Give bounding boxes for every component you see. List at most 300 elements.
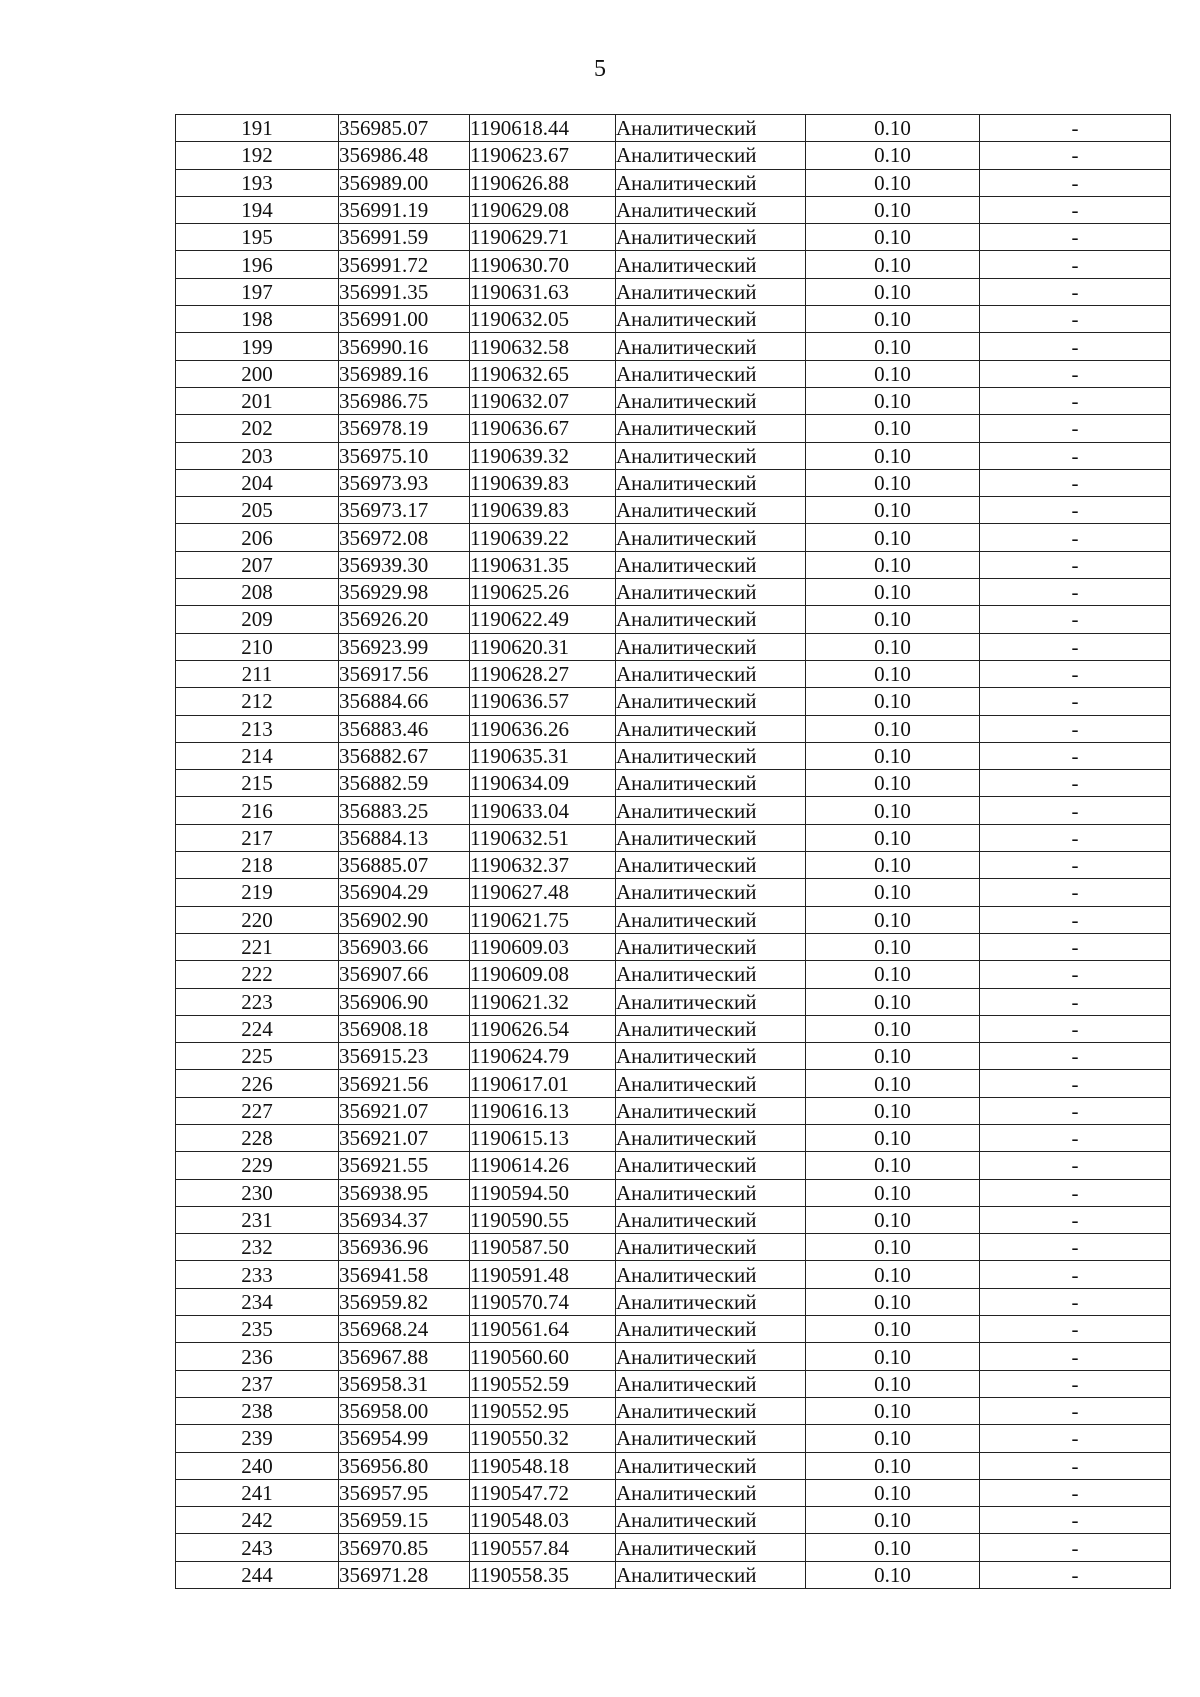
coordinates-table-body xyxy=(176,115,1171,1589)
note-cell: - xyxy=(980,306,1171,333)
method-cell: Аналитический xyxy=(616,1370,806,1397)
method-cell: Аналитический xyxy=(616,742,806,769)
note-cell: - xyxy=(980,1261,1171,1288)
point-number-cell: 223 xyxy=(176,988,339,1015)
x-coordinate-cell: 356991.19 xyxy=(339,196,470,223)
point-number-cell: 214 xyxy=(176,742,339,769)
precision-cell: 0.10 xyxy=(806,742,980,769)
note-cell: - xyxy=(980,961,1171,988)
x-coordinate-cell: 356967.88 xyxy=(339,1343,470,1370)
precision-cell: 0.10 xyxy=(806,906,980,933)
precision-cell: 0.10 xyxy=(806,1234,980,1261)
table-row xyxy=(176,1534,1171,1561)
precision-cell: 0.10 xyxy=(806,415,980,442)
precision-cell: 0.10 xyxy=(806,1261,980,1288)
precision-cell: 0.10 xyxy=(806,1479,980,1506)
note-cell: - xyxy=(980,988,1171,1015)
y-coordinate-cell: 1190591.48 xyxy=(470,1261,616,1288)
x-coordinate-cell: 356978.19 xyxy=(339,415,470,442)
method-cell: Аналитический xyxy=(616,360,806,387)
point-number-cell: 192 xyxy=(176,142,339,169)
method-cell: Аналитический xyxy=(616,1097,806,1124)
point-number-cell: 209 xyxy=(176,606,339,633)
y-coordinate-cell: 1190626.88 xyxy=(470,169,616,196)
x-coordinate-cell: 356986.48 xyxy=(339,142,470,169)
table-row xyxy=(176,660,1171,687)
y-coordinate-cell: 1190628.27 xyxy=(470,660,616,687)
point-number-cell: 229 xyxy=(176,1152,339,1179)
precision-cell: 0.10 xyxy=(806,278,980,305)
y-coordinate-cell: 1190570.74 xyxy=(470,1288,616,1315)
point-number-cell: 233 xyxy=(176,1261,339,1288)
precision-cell: 0.10 xyxy=(806,1316,980,1343)
y-coordinate-cell: 1190548.18 xyxy=(470,1452,616,1479)
note-cell: - xyxy=(980,1316,1171,1343)
x-coordinate-cell: 356921.07 xyxy=(339,1097,470,1124)
point-number-cell: 217 xyxy=(176,824,339,851)
point-number-cell: 196 xyxy=(176,251,339,278)
note-cell: - xyxy=(980,1343,1171,1370)
y-coordinate-cell: 1190609.08 xyxy=(470,961,616,988)
precision-cell: 0.10 xyxy=(806,115,980,142)
y-coordinate-cell: 1190632.51 xyxy=(470,824,616,851)
note-cell: - xyxy=(980,933,1171,960)
method-cell: Аналитический xyxy=(616,1043,806,1070)
note-cell: - xyxy=(980,1507,1171,1534)
note-cell: - xyxy=(980,1452,1171,1479)
note-cell: - xyxy=(980,606,1171,633)
point-number-cell: 228 xyxy=(176,1124,339,1151)
x-coordinate-cell: 356936.96 xyxy=(339,1234,470,1261)
note-cell: - xyxy=(980,1043,1171,1070)
table-row xyxy=(176,988,1171,1015)
precision-cell: 0.10 xyxy=(806,142,980,169)
table-row xyxy=(176,142,1171,169)
x-coordinate-cell: 356882.67 xyxy=(339,742,470,769)
point-number-cell: 195 xyxy=(176,224,339,251)
method-cell: Аналитический xyxy=(616,387,806,414)
precision-cell: 0.10 xyxy=(806,469,980,496)
table-row xyxy=(176,442,1171,469)
table-row xyxy=(176,852,1171,879)
y-coordinate-cell: 1190547.72 xyxy=(470,1479,616,1506)
y-coordinate-cell: 1190614.26 xyxy=(470,1152,616,1179)
table-row xyxy=(176,1397,1171,1424)
point-number-cell: 243 xyxy=(176,1534,339,1561)
x-coordinate-cell: 356991.59 xyxy=(339,224,470,251)
method-cell: Аналитический xyxy=(616,1261,806,1288)
method-cell: Аналитический xyxy=(616,551,806,578)
x-coordinate-cell: 356989.00 xyxy=(339,169,470,196)
x-coordinate-cell: 356975.10 xyxy=(339,442,470,469)
note-cell: - xyxy=(980,169,1171,196)
method-cell: Аналитический xyxy=(616,660,806,687)
y-coordinate-cell: 1190616.13 xyxy=(470,1097,616,1124)
method-cell: Аналитический xyxy=(616,251,806,278)
method-cell: Аналитический xyxy=(616,906,806,933)
x-coordinate-cell: 356921.56 xyxy=(339,1070,470,1097)
precision-cell: 0.10 xyxy=(806,1534,980,1561)
note-cell: - xyxy=(980,1152,1171,1179)
method-cell: Аналитический xyxy=(616,1397,806,1424)
note-cell: - xyxy=(980,1425,1171,1452)
note-cell: - xyxy=(980,442,1171,469)
method-cell: Аналитический xyxy=(616,497,806,524)
note-cell: - xyxy=(980,278,1171,305)
y-coordinate-cell: 1190630.70 xyxy=(470,251,616,278)
table-row xyxy=(176,224,1171,251)
x-coordinate-cell: 356934.37 xyxy=(339,1206,470,1233)
point-number-cell: 199 xyxy=(176,333,339,360)
note-cell: - xyxy=(980,824,1171,851)
method-cell: Аналитический xyxy=(616,1479,806,1506)
note-cell: - xyxy=(980,660,1171,687)
x-coordinate-cell: 356917.56 xyxy=(339,660,470,687)
precision-cell: 0.10 xyxy=(806,1561,980,1588)
precision-cell: 0.10 xyxy=(806,1206,980,1233)
y-coordinate-cell: 1190617.01 xyxy=(470,1070,616,1097)
x-coordinate-cell: 356883.46 xyxy=(339,715,470,742)
point-number-cell: 212 xyxy=(176,688,339,715)
y-coordinate-cell: 1190620.31 xyxy=(470,633,616,660)
note-cell: - xyxy=(980,1179,1171,1206)
precision-cell: 0.10 xyxy=(806,1397,980,1424)
precision-cell: 0.10 xyxy=(806,1015,980,1042)
point-number-cell: 198 xyxy=(176,306,339,333)
point-number-cell: 200 xyxy=(176,360,339,387)
note-cell: - xyxy=(980,688,1171,715)
x-coordinate-cell: 356938.95 xyxy=(339,1179,470,1206)
method-cell: Аналитический xyxy=(616,1452,806,1479)
x-coordinate-cell: 356991.00 xyxy=(339,306,470,333)
table-row xyxy=(176,360,1171,387)
precision-cell: 0.10 xyxy=(806,1507,980,1534)
table-row xyxy=(176,524,1171,551)
y-coordinate-cell: 1190629.71 xyxy=(470,224,616,251)
x-coordinate-cell: 356990.16 xyxy=(339,333,470,360)
table-row xyxy=(176,742,1171,769)
y-coordinate-cell: 1190560.60 xyxy=(470,1343,616,1370)
point-number-cell: 219 xyxy=(176,879,339,906)
method-cell: Аналитический xyxy=(616,415,806,442)
table-row xyxy=(176,115,1171,142)
point-number-cell: 215 xyxy=(176,770,339,797)
note-cell: - xyxy=(980,387,1171,414)
note-cell: - xyxy=(980,196,1171,223)
y-coordinate-cell: 1190615.13 xyxy=(470,1124,616,1151)
table-row xyxy=(176,1316,1171,1343)
table-row xyxy=(176,715,1171,742)
point-number-cell: 225 xyxy=(176,1043,339,1070)
precision-cell: 0.10 xyxy=(806,879,980,906)
table-row xyxy=(176,1124,1171,1151)
precision-cell: 0.10 xyxy=(806,251,980,278)
point-number-cell: 237 xyxy=(176,1370,339,1397)
precision-cell: 0.10 xyxy=(806,333,980,360)
precision-cell: 0.10 xyxy=(806,1425,980,1452)
table-row xyxy=(176,579,1171,606)
table-row xyxy=(176,1179,1171,1206)
y-coordinate-cell: 1190639.83 xyxy=(470,497,616,524)
x-coordinate-cell: 356958.00 xyxy=(339,1397,470,1424)
precision-cell: 0.10 xyxy=(806,1070,980,1097)
method-cell: Аналитический xyxy=(616,988,806,1015)
note-cell: - xyxy=(980,360,1171,387)
method-cell: Аналитический xyxy=(616,1288,806,1315)
note-cell: - xyxy=(980,797,1171,824)
method-cell: Аналитический xyxy=(616,824,806,851)
method-cell: Аналитический xyxy=(616,196,806,223)
note-cell: - xyxy=(980,1397,1171,1424)
method-cell: Аналитический xyxy=(616,442,806,469)
x-coordinate-cell: 356973.17 xyxy=(339,497,470,524)
point-number-cell: 238 xyxy=(176,1397,339,1424)
y-coordinate-cell: 1190631.35 xyxy=(470,551,616,578)
method-cell: Аналитический xyxy=(616,1015,806,1042)
method-cell: Аналитический xyxy=(616,797,806,824)
note-cell: - xyxy=(980,742,1171,769)
method-cell: Аналитический xyxy=(616,852,806,879)
point-number-cell: 242 xyxy=(176,1507,339,1534)
x-coordinate-cell: 356904.29 xyxy=(339,879,470,906)
table-row xyxy=(176,824,1171,851)
x-coordinate-cell: 356959.15 xyxy=(339,1507,470,1534)
table-row xyxy=(176,1288,1171,1315)
y-coordinate-cell: 1190557.84 xyxy=(470,1534,616,1561)
precision-cell: 0.10 xyxy=(806,660,980,687)
x-coordinate-cell: 356915.23 xyxy=(339,1043,470,1070)
note-cell: - xyxy=(980,852,1171,879)
x-coordinate-cell: 356971.28 xyxy=(339,1561,470,1588)
y-coordinate-cell: 1190561.64 xyxy=(470,1316,616,1343)
point-number-cell: 226 xyxy=(176,1070,339,1097)
table-row xyxy=(176,879,1171,906)
precision-cell: 0.10 xyxy=(806,1370,980,1397)
note-cell: - xyxy=(980,524,1171,551)
point-number-cell: 241 xyxy=(176,1479,339,1506)
note-cell: - xyxy=(980,115,1171,142)
point-number-cell: 227 xyxy=(176,1097,339,1124)
precision-cell: 0.10 xyxy=(806,770,980,797)
y-coordinate-cell: 1190594.50 xyxy=(470,1179,616,1206)
method-cell: Аналитический xyxy=(616,278,806,305)
note-cell: - xyxy=(980,1015,1171,1042)
y-coordinate-cell: 1190552.95 xyxy=(470,1397,616,1424)
table-row xyxy=(176,606,1171,633)
note-cell: - xyxy=(980,142,1171,169)
precision-cell: 0.10 xyxy=(806,1288,980,1315)
x-coordinate-cell: 356906.90 xyxy=(339,988,470,1015)
table-row xyxy=(176,1479,1171,1506)
method-cell: Аналитический xyxy=(616,1507,806,1534)
table-row xyxy=(176,415,1171,442)
note-cell: - xyxy=(980,1234,1171,1261)
point-number-cell: 206 xyxy=(176,524,339,551)
y-coordinate-cell: 1190626.54 xyxy=(470,1015,616,1042)
x-coordinate-cell: 356989.16 xyxy=(339,360,470,387)
y-coordinate-cell: 1190636.26 xyxy=(470,715,616,742)
precision-cell: 0.10 xyxy=(806,1179,980,1206)
y-coordinate-cell: 1190636.57 xyxy=(470,688,616,715)
point-number-cell: 232 xyxy=(176,1234,339,1261)
y-coordinate-cell: 1190632.37 xyxy=(470,852,616,879)
point-number-cell: 235 xyxy=(176,1316,339,1343)
x-coordinate-cell: 356884.13 xyxy=(339,824,470,851)
x-coordinate-cell: 356973.93 xyxy=(339,469,470,496)
table-row xyxy=(176,278,1171,305)
precision-cell: 0.10 xyxy=(806,606,980,633)
method-cell: Аналитический xyxy=(616,633,806,660)
table-row xyxy=(176,169,1171,196)
precision-cell: 0.10 xyxy=(806,1097,980,1124)
precision-cell: 0.10 xyxy=(806,360,980,387)
table-row xyxy=(176,1507,1171,1534)
table-row xyxy=(176,770,1171,797)
point-number-cell: 218 xyxy=(176,852,339,879)
table-row xyxy=(176,688,1171,715)
table-row xyxy=(176,1070,1171,1097)
point-number-cell: 216 xyxy=(176,797,339,824)
x-coordinate-cell: 356884.66 xyxy=(339,688,470,715)
method-cell: Аналитический xyxy=(616,879,806,906)
table-row xyxy=(176,1043,1171,1070)
y-coordinate-cell: 1190621.32 xyxy=(470,988,616,1015)
y-coordinate-cell: 1190639.32 xyxy=(470,442,616,469)
x-coordinate-cell: 356902.90 xyxy=(339,906,470,933)
method-cell: Аналитический xyxy=(616,306,806,333)
precision-cell: 0.10 xyxy=(806,442,980,469)
point-number-cell: 236 xyxy=(176,1343,339,1370)
method-cell: Аналитический xyxy=(616,1316,806,1343)
table-row xyxy=(176,933,1171,960)
y-coordinate-cell: 1190548.03 xyxy=(470,1507,616,1534)
y-coordinate-cell: 1190639.83 xyxy=(470,469,616,496)
note-cell: - xyxy=(980,906,1171,933)
x-coordinate-cell: 356970.85 xyxy=(339,1534,470,1561)
method-cell: Аналитический xyxy=(616,1425,806,1452)
y-coordinate-cell: 1190631.63 xyxy=(470,278,616,305)
precision-cell: 0.10 xyxy=(806,387,980,414)
note-cell: - xyxy=(980,224,1171,251)
point-number-cell: 194 xyxy=(176,196,339,223)
y-coordinate-cell: 1190624.79 xyxy=(470,1043,616,1070)
note-cell: - xyxy=(980,1534,1171,1561)
x-coordinate-cell: 356954.99 xyxy=(339,1425,470,1452)
point-number-cell: 213 xyxy=(176,715,339,742)
point-number-cell: 221 xyxy=(176,933,339,960)
note-cell: - xyxy=(980,415,1171,442)
note-cell: - xyxy=(980,633,1171,660)
note-cell: - xyxy=(980,1070,1171,1097)
method-cell: Аналитический xyxy=(616,688,806,715)
x-coordinate-cell: 356907.66 xyxy=(339,961,470,988)
note-cell: - xyxy=(980,497,1171,524)
precision-cell: 0.10 xyxy=(806,933,980,960)
y-coordinate-cell: 1190639.22 xyxy=(470,524,616,551)
table-row xyxy=(176,387,1171,414)
table-row xyxy=(176,633,1171,660)
method-cell: Аналитический xyxy=(616,1234,806,1261)
point-number-cell: 208 xyxy=(176,579,339,606)
y-coordinate-cell: 1190632.05 xyxy=(470,306,616,333)
precision-cell: 0.10 xyxy=(806,824,980,851)
y-coordinate-cell: 1190632.58 xyxy=(470,333,616,360)
y-coordinate-cell: 1190609.03 xyxy=(470,933,616,960)
precision-cell: 0.10 xyxy=(806,688,980,715)
table-row xyxy=(176,1561,1171,1588)
y-coordinate-cell: 1190622.49 xyxy=(470,606,616,633)
precision-cell: 0.10 xyxy=(806,551,980,578)
point-number-cell: 239 xyxy=(176,1425,339,1452)
precision-cell: 0.10 xyxy=(806,715,980,742)
note-cell: - xyxy=(980,715,1171,742)
y-coordinate-cell: 1190625.26 xyxy=(470,579,616,606)
point-number-cell: 211 xyxy=(176,660,339,687)
y-coordinate-cell: 1190632.65 xyxy=(470,360,616,387)
point-number-cell: 193 xyxy=(176,169,339,196)
note-cell: - xyxy=(980,333,1171,360)
method-cell: Аналитический xyxy=(616,1124,806,1151)
table-row xyxy=(176,497,1171,524)
y-coordinate-cell: 1190552.59 xyxy=(470,1370,616,1397)
table-row xyxy=(176,196,1171,223)
method-cell: Аналитический xyxy=(616,1561,806,1588)
method-cell: Аналитический xyxy=(616,142,806,169)
table-row xyxy=(176,1261,1171,1288)
table-row xyxy=(176,1015,1171,1042)
precision-cell: 0.10 xyxy=(806,224,980,251)
point-number-cell: 220 xyxy=(176,906,339,933)
y-coordinate-cell: 1190558.35 xyxy=(470,1561,616,1588)
x-coordinate-cell: 356921.55 xyxy=(339,1152,470,1179)
x-coordinate-cell: 356959.82 xyxy=(339,1288,470,1315)
x-coordinate-cell: 356903.66 xyxy=(339,933,470,960)
x-coordinate-cell: 356929.98 xyxy=(339,579,470,606)
page-number: 5 xyxy=(594,56,606,82)
y-coordinate-cell: 1190633.04 xyxy=(470,797,616,824)
method-cell: Аналитический xyxy=(616,469,806,496)
table-row xyxy=(176,1343,1171,1370)
table-row xyxy=(176,906,1171,933)
point-number-cell: 205 xyxy=(176,497,339,524)
precision-cell: 0.10 xyxy=(806,1124,980,1151)
point-number-cell: 231 xyxy=(176,1206,339,1233)
table-row xyxy=(176,469,1171,496)
x-coordinate-cell: 356882.59 xyxy=(339,770,470,797)
note-cell: - xyxy=(980,770,1171,797)
precision-cell: 0.10 xyxy=(806,1343,980,1370)
point-number-cell: 203 xyxy=(176,442,339,469)
x-coordinate-cell: 356885.07 xyxy=(339,852,470,879)
note-cell: - xyxy=(980,1288,1171,1315)
table-row xyxy=(176,1206,1171,1233)
point-number-cell: 210 xyxy=(176,633,339,660)
method-cell: Аналитический xyxy=(616,1152,806,1179)
method-cell: Аналитический xyxy=(616,169,806,196)
x-coordinate-cell: 356958.31 xyxy=(339,1370,470,1397)
precision-cell: 0.10 xyxy=(806,579,980,606)
precision-cell: 0.10 xyxy=(806,797,980,824)
point-number-cell: 240 xyxy=(176,1452,339,1479)
x-coordinate-cell: 356991.72 xyxy=(339,251,470,278)
table-row xyxy=(176,961,1171,988)
x-coordinate-cell: 356941.58 xyxy=(339,1261,470,1288)
method-cell: Аналитический xyxy=(616,333,806,360)
x-coordinate-cell: 356972.08 xyxy=(339,524,470,551)
method-cell: Аналитический xyxy=(616,579,806,606)
method-cell: Аналитический xyxy=(616,1343,806,1370)
y-coordinate-cell: 1190587.50 xyxy=(470,1234,616,1261)
